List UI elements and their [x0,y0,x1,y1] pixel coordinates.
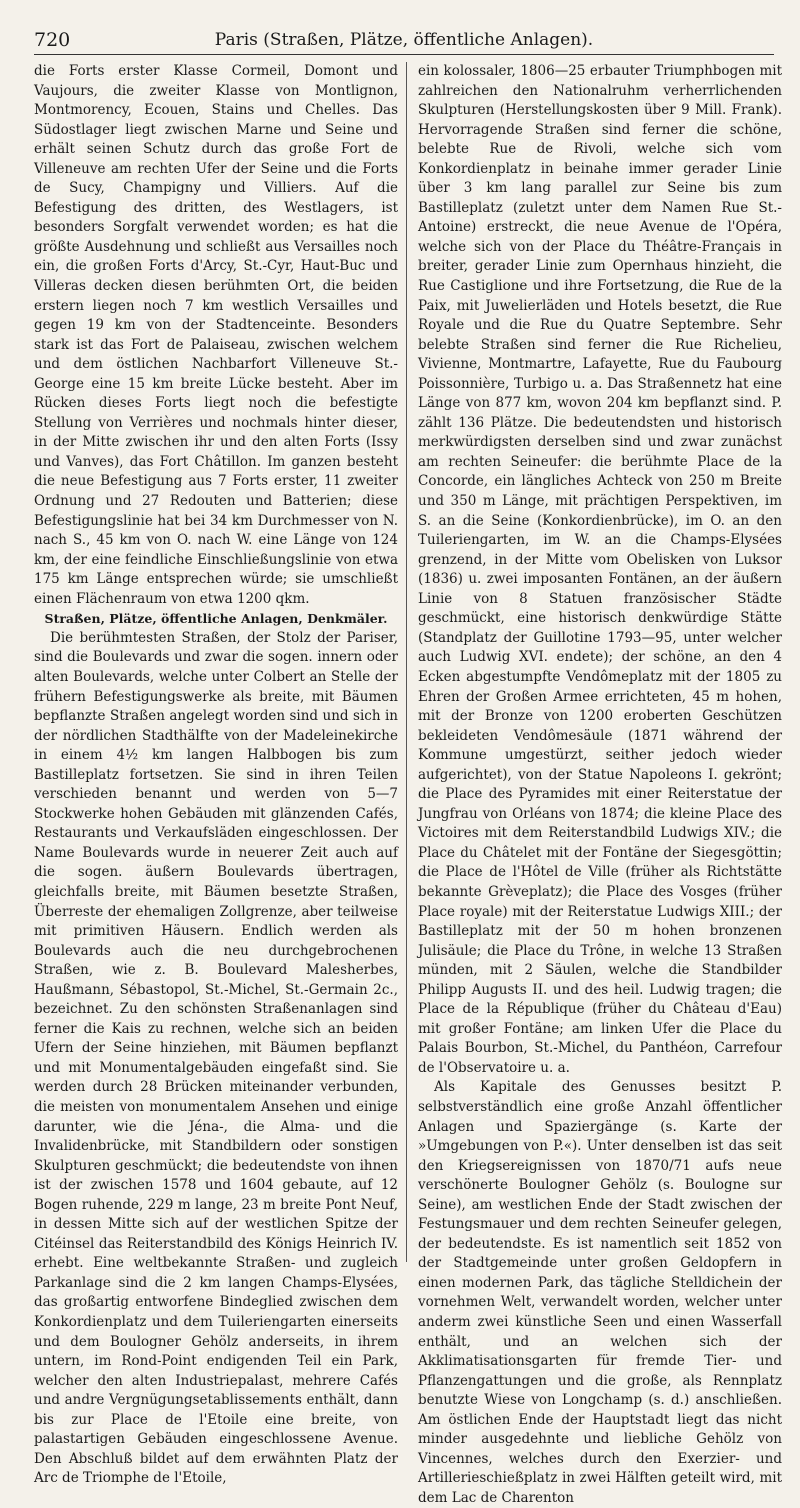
right-paragraph-2: Als Kapitale des Genusses besitzt P. selbstverständlich eine große Anzahl öffentlicher Anlagen und Spaziergänge (s. Karte der »Umgebungen von P.«). Unter denselben ist das seit den Kriegsereignissen von 1870/71 aufs neue verschönerte Boulogner Gehölz (s. Boulogne sur Seine), am westlichen Ende der Stadt zwischen der Festungsmauer und dem rechten Seineufer gelegen, der bedeutendste. Es ist namentlich seit 1852 von der Stadtgemeinde unter großen Geldopfern in einen modernen Park, das tägliche Stelldichein der vornehmen Welt, verwandelt worden, welcher unter anderm zwei künstliche Seen und einen Wasserfall enthält, und an welchen sich der Akklimatisationsgarten für fremde Tier- und Pflanzengattungen und die große, als Rennplatz benutzte Wiese von Longchamp (s. d.) anschließen. Am östlichen Ende der Hauptstadt liegt das nicht minder ausgedehnte und liebliche Gehölz von Vincennes, welches durch den Exerzier- und Artillerieschießplatz in zwei Hälften geteilt wird, mit dem Lac de Charenton [418,1079,782,1506]
column-divider [406,62,407,1262]
section-heading: Straßen, Plätze, öffentliche Anlagen, Denkmäler. [44,611,388,627]
right-column [418,62,782,1508]
running-title: Paris (Straßen, Plätze, öffentliche Anlagen). [214,30,594,50]
page-number: 720 [34,29,71,51]
left-paragraph-1: die Forts erster Klasse Cormeil, Domont und Vaujours, die zweiter Klasse von Montlignon, Montmorency, Ecouen, Stains und Chelles. Das Südostlager liegt zwischen Marne und Seine und erhält seinen Schutz durch das große Fort de Villeneuve am rechten Ufer der Seine und die Forts de Sucy, Champigny und Villiers. Auf die Befestigung des dritten, des Westlagers, ist besonders Sorgfalt verwendet worden; es hat die größte Ausdehnung und schließt aus Versailles noch ein, die großen Forts d'Arcy, St.-Cyr, Haut-Buc und Villeras decken diesen berühmten Ort, die beiden erstern liegen noch 7 km westlich Versailles und gegen 19 km von der Stadtenceinte. Besonders stark ist das Fort de Palaiseau, zwischen welchem und dem östlichen Nachbarfort Villeneuve St.-George eine 15 km breite Lücke besteht. Aber im Rücken dieses Forts liegt noch die befestigte Stellung von Verrières und nochmals hinter dieser, in der Mitte zwischen ihr und den alten Forts (Issy und Vanves), das Fort Châtillon. Im ganzen besteht die neue Befestigung aus 7 Forts erster, 11 zweiter Ordnung und 27 Redouten und Batterien; diese Befestigungslinie hat bei 34 km Durchmesser von N. nach S., 45 km von O. nach W. eine Länge von 124 km, der eine feindliche Einschließungslinie von etwa 175 km Länge entsprechen würde; sie umschließt einen Flächenraum von etwa 1200 qkm. [34,63,398,607]
page-header [34,28,774,55]
right-paragraph-1: ein kolossaler, 1806—25 erbauter Triumphbogen mit zahlreichen den Nationalruhm verherrlichenden Skulpturen (Herstellungskosten über 9 Mill. Frank). Hervorragende Straßen sind ferner die schöne, belebte Rue de Rivoli, welche sich vom Konkordienplatz in beinahe immer gerader Linie über 3 km lang parallel zur Seine bis zum Bastilleplatz (zuletzt unter dem Namen Rue St.-Antoine) erstreckt, die neue Avenue de l'Opéra, welche sich von der Place du Théâtre-Français in breiter, gerader Linie zum Opernhaus hinzieht, die Rue Castiglione und ihre Fortsetzung, die Rue de la Paix, mit Juwelierläden und Hotels besetzt, die Rue Royale und die Rue du Quatre Septembre. Sehr belebte Straßen sind ferner die Rue Richelieu, Vivienne, Montmartre, Lafayette, Rue du Faubourg Poissonnière, Turbigo u. a. Das Straßennetz hat eine Länge von 877 km, wovon 204 km bepflanzt sind. P. zählt 136 Plätze. Die bedeutendsten und historisch merkwürdigsten derselben sind und zwar zunächst am rechten Seineufer: die berühmte Place de la Concorde, ein längliches Achteck von 250 m Breite und 350 m Länge, mit prächtigen Perspektiven, im S. an die Seine (Konkordienbrücke), im O. an den Tuileriengarten, im W. an die Champs-Elysées grenzend, in der Mitte vom Obelisken von Luksor (1836) u. zwei imposanten Fontänen, an der äußern Linie von 8 Statuen französischer Städte geschmückt, eine historisch denkwürdige Stätte (Standplatz der Guillotine 1793—95, unter welcher auch Ludwig XVI. endete); der schöne, an den 4 Ecken abgestumpfte Vendômeplatz mit der 1805 zu Ehren der Großen Armee errichteten, 45 m hohen, mit der Bronze von 1200 eroberten Geschützen bekleideten Vendômesäule (1871 während der Kommune umgestürzt, seither jedoch wieder aufgerichtet), von der Statue Napoleons I. gekrönt; die Place des Pyramides mit einer Reiterstatue der Jungfrau von Orléans von 1874; die kleine Place des Victoires mit dem Reiterstandbild Ludwigs XIV.; die Place du Châtelet mit der Fontäne der Siegesgöttin; die Place de l'Hôtel de Ville (früher als Richtstätte bekannte Grèveplatz); die Place des Vosges (früher Place royale) mit der Reiterstatue Ludwigs XIII.; der Bastilleplatz mit der 50 m hohen bronzenen Julisäule; die Place du Trône, in welche 13 Straßen münden, mit 2 Säulen, welche die Standbilder Philipp Augusts II. und des heil. Ludwig tragen; die Place de la République (früher du Château d'Eau) mit großer Fontäne; am linken Ufer die Place du Palais Bourbon, St.-Michel, du Panthéon, Carrefour de l'Observatoire u. a. [418,63,782,1076]
left-paragraph-2: Die berühmtesten Straßen, der Stolz der Pariser, sind die Boulevards und zwar die sogen. innern oder alten Boulevards, welche unter Colbert an Stelle der frühern Befestigungswerke als breite, mit Bäumen bepflanzte Straßen angelegt worden sind und sich in der nördlichen Stadthälfte von der Madeleinekirche in einem 4½ km langen Halbbogen bis zum Bastilleplatz fortsetzen. Sie sind in ihren Teilen verschieden benannt und werden von 5—7 Stockwerke hohen Gebäuden mit glänzenden Cafés, Restaurants und Verkaufsläden eingeschlossen. Der Name Boulevards wurde in neuerer Zeit auch auf die sogen. äußern Boulevards übertragen, gleichfalls breite, mit Bäumen besetzte Straßen, Überreste der ehemaligen Zollgrenze, aber teilweise mit primitiven Häusern. Endlich werden als Boulevards auch die neu durchgebrochenen Straßen, wie z. B. Boulevard Malesherbes, Haußmann, Sébastopol, St.-Michel, St.-Germain 2c., bezeichnet. Zu den schönsten Straßenanlagen sind ferner die Kais zu rechnen, welche sich an beiden Ufern der Seine hinziehen, mit Bäumen bepflanzt und mit Monumentalgebäuden eingefaßt sind. Sie werden durch 28 Brücken miteinander verbunden, die meisten von monumentalem Ansehen und einige darunter, wie die Jéna-, die Alma- und die Invalidenbrücke, mit Standbildern oder sonstigen Skulpturen geschmückt; die bedeutendste von ihnen ist der zwischen 1578 und 1604 gebaute, auf 12 Bogen ruhende, 229 m lange, 23 m breite Pont Neuf, in dessen Mitte sich auf der westlichen Spitze der Citéinsel das Reiterstandbild des Königs Heinrich IV. erhebt. Eine weltbekannte Straßen- und zugleich Parkanlage sind die 2 km langen Champs-Elysées, das großartig entworfene Bindeglied zwischen dem Konkordienplatz und dem Tuileriengarten einerseits und dem Boulogner Gehölz anderseits, in ihrem untern, im Rond-Point endigenden Teil ein Park, welcher den alten Industriepalast, mehrere Cafés und andre Vergnügungsetablissements enthält, dann bis zur Place de l'Etoile eine breite, von palastartigen Gebäuden eingeschlossene Avenue. Den Abschluß bildet auf dem erwähnten Platz der Arc de Triomphe de l'Etoile, [34,629,398,1487]
